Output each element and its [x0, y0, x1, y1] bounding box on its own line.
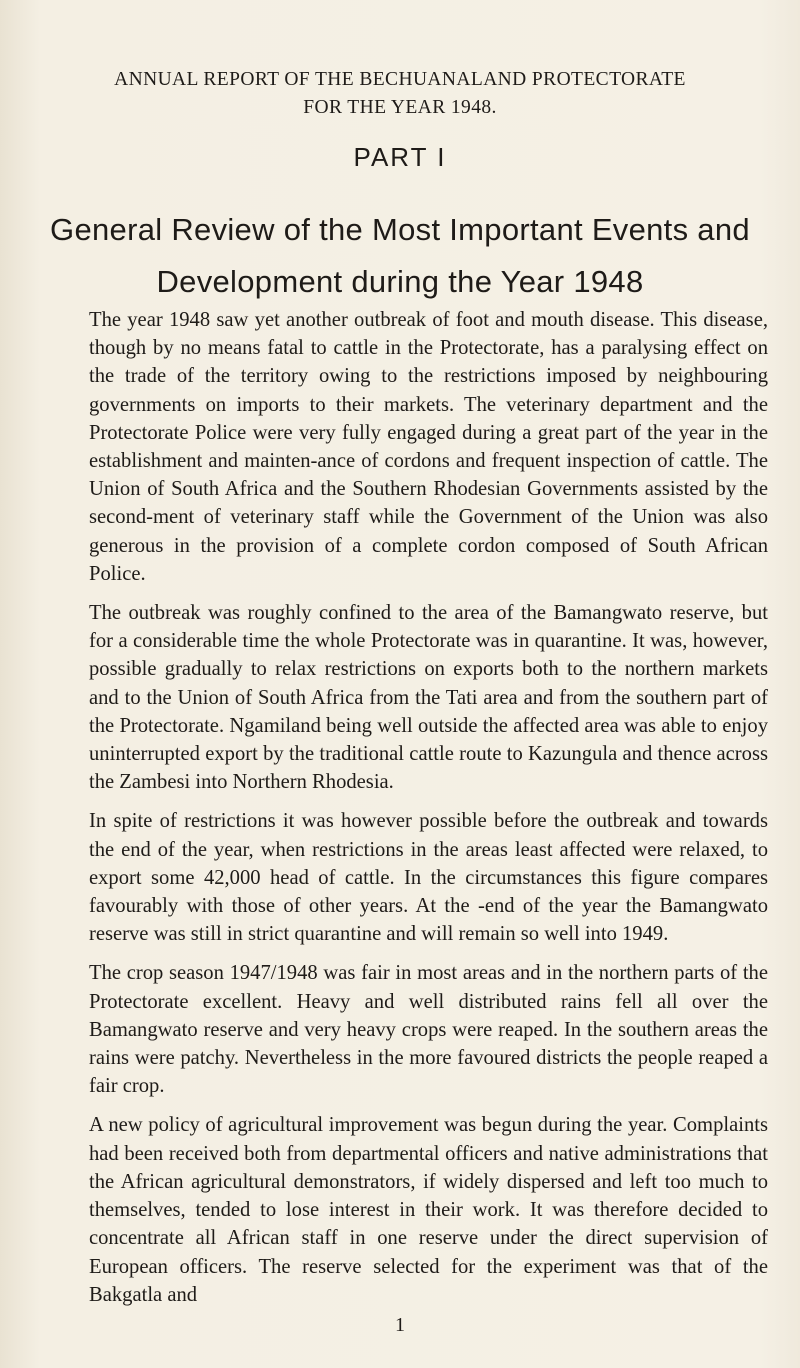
report-header — [0, 66, 800, 122]
header-line-1: ANNUAL REPORT OF THE BECHUANALAND PROTECTORATE — [114, 69, 686, 90]
header-line-2: FOR THE YEAR 1948. — [303, 97, 497, 118]
body-text — [63, 306, 768, 1320]
section-title-line-2: Development during the Year 1948 — [156, 264, 644, 299]
paragraph: In spite of restrictions it was however possible before the outbreak and towards the end of the year, when restrictions in the areas least affected were relaxed, to export some 42,000 head of cattle. In the circumstances this figure compares favourably with those of other years. At the -end of the year the Bamangwato reserve was still in strict quarantine and will remain so well into 1949. — [89, 810, 768, 946]
paragraph: A new policy of agricultural improvement was begun during the year. Complaints had been received both from departmental officers and native administrations that the African agricultural demonstrators, if widely dispersed and left too much to themselves, tended to lose interest in their work. It was therefore decided to concentrate all African staff in one reserve under the direct supervision of European officers. The reserve selected for the experiment was that of the Bakgatla and — [89, 1114, 768, 1306]
part-heading: PART I — [353, 142, 447, 172]
paragraph: The year 1948 saw yet another outbreak of foot and mouth disease. This disease, though by no means fatal to cattle in the Protectorate, has a paralysing effect on the trade of the territory owing to the restrictions imposed by neighbouring governments on imports to their markets. The veterinary department and the Protectorate Police were very fully engaged during a great part of the year in the establishment and mainten-ance of cordons and frequent inspection of cattle. The Union of South Africa and the Southern Rhodesian Governments assisted by the second-ment of veterinary staff while the Government of the Union was also generous in the provision of a complete cordon composed of South African Police. — [89, 309, 768, 585]
page-number: 1 — [395, 1314, 405, 1336]
section-title — [40, 204, 760, 308]
paragraph: The crop season 1947/1948 was fair in most areas and in the northern parts of the Protectorate excellent. Heavy and well distributed rains fell all over the Bamangwato reserve and very heavy crops were reaped. In the southern areas the rains were patchy. Nevertheless in the more favoured districts the people reaped a fair crop. — [89, 962, 768, 1098]
section-title-line-1: General Review of the Most Important Events and — [50, 212, 750, 247]
paragraph: The outbreak was roughly confined to the area of the Bamangwato reserve, but for a considerable time the whole Protectorate was in quarantine. It was, however, possible gradually to relax restrictions on exports both to the northern markets and to the Union of South Africa from the Tati area and from the southern part of the Protectorate. Ngamiland being well outside the affected area was able to enjoy uninterrupted export by the traditional cattle route to Kazungula and thence across the Zambesi into Northern Rhodesia. — [89, 602, 768, 794]
